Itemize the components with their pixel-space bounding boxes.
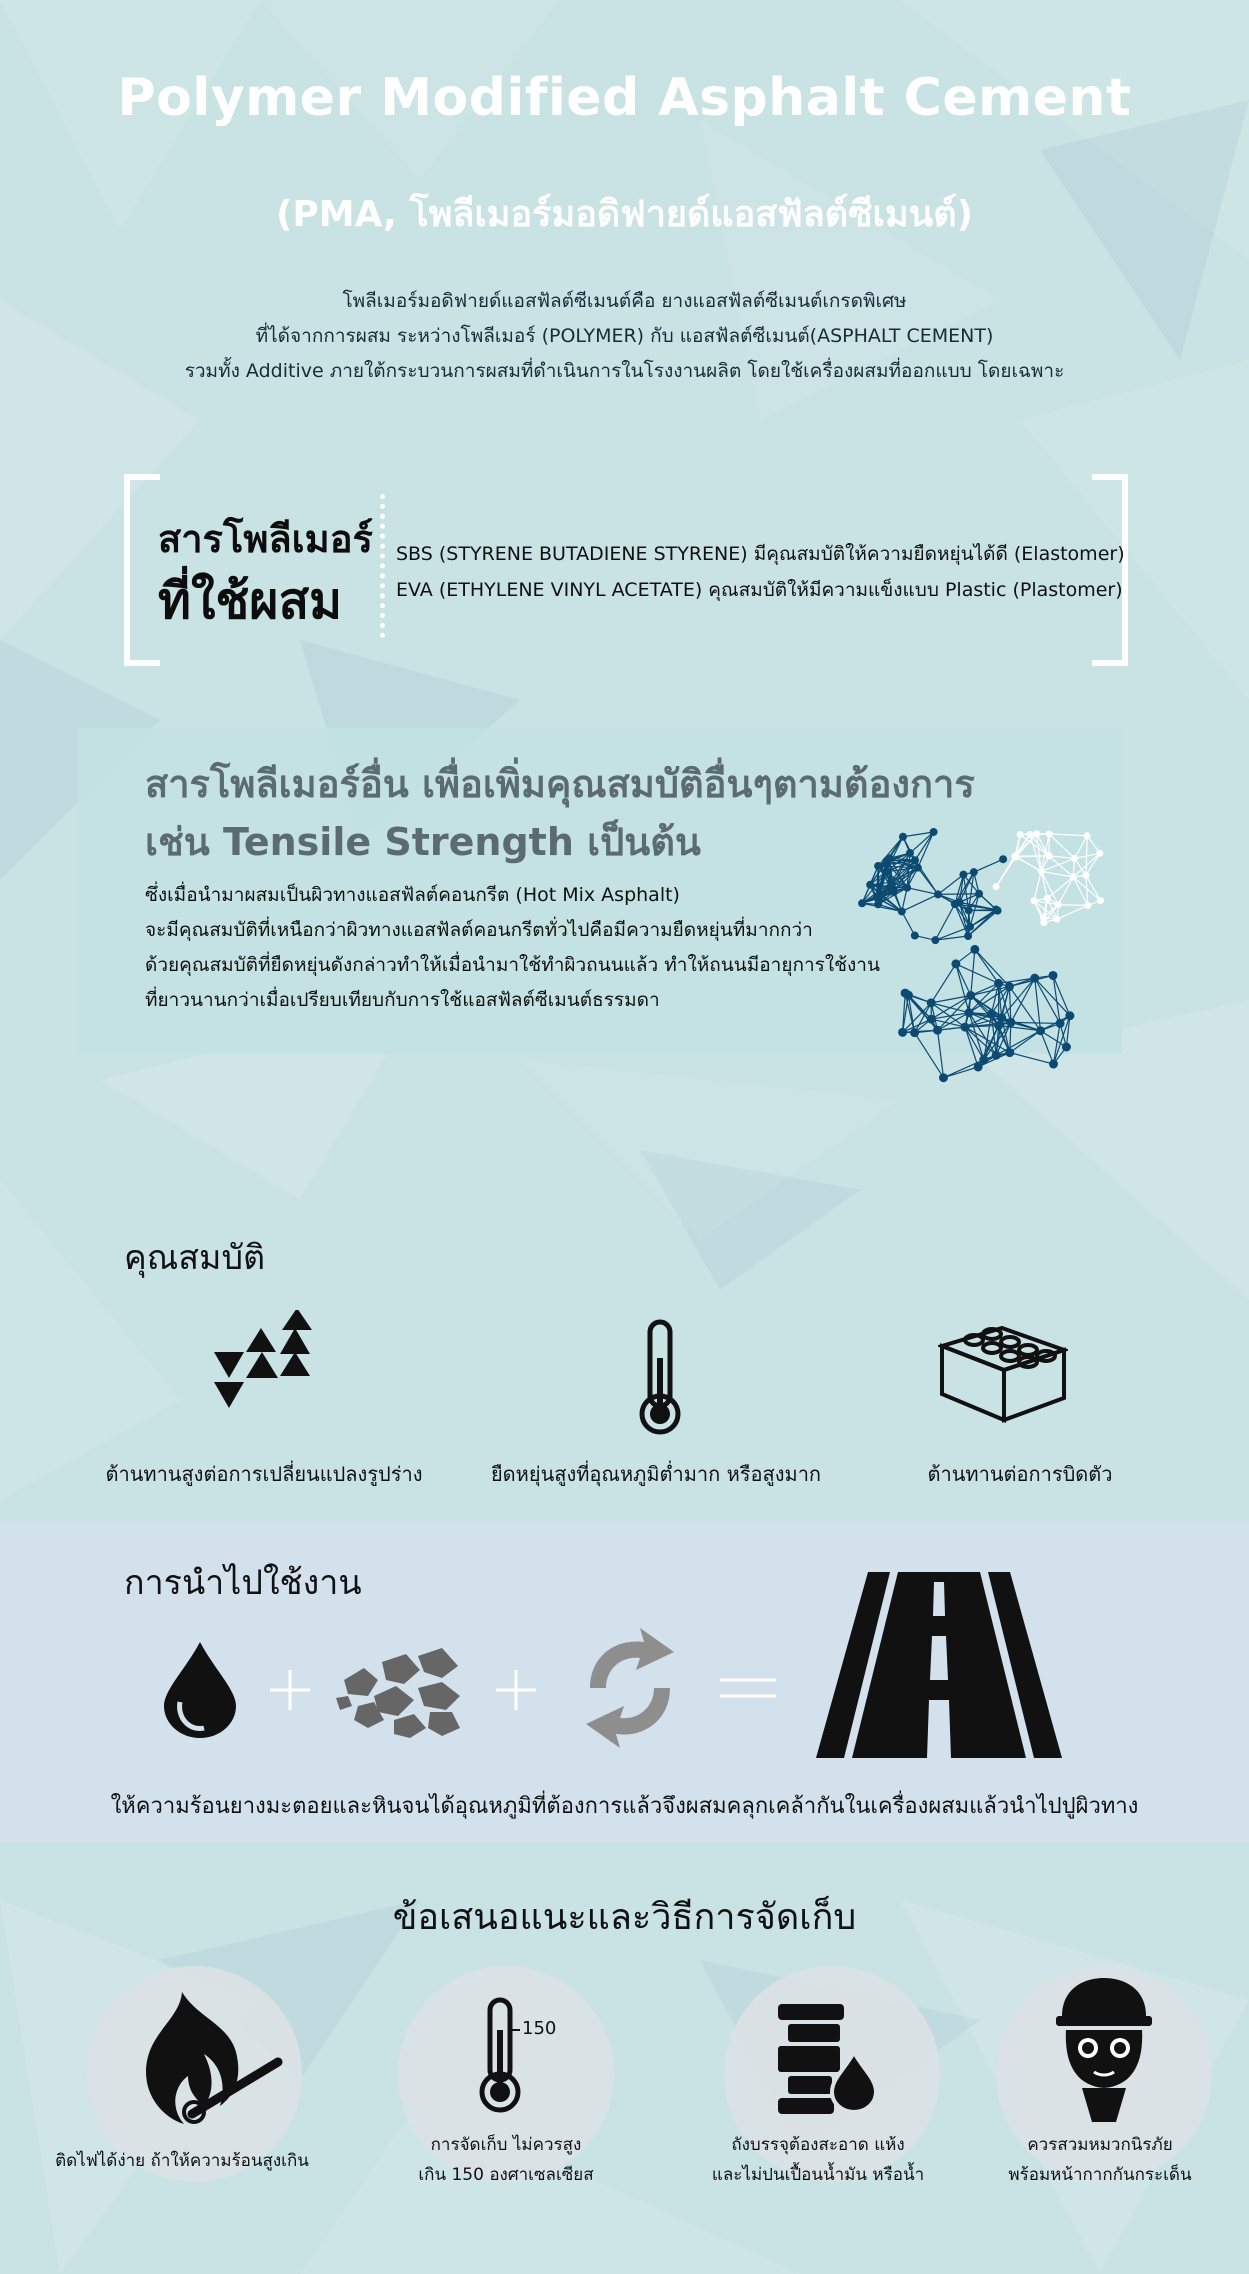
barrel-drop-icon	[774, 2000, 884, 2120]
network-node	[886, 854, 894, 862]
network-node	[903, 884, 911, 892]
intro-line: ที่ได้จากการผสม ระหว่างโพลีเมอร์ (POLYMER) กับ แอสฟัลต์ซีเมนต์(ASPHALT CEMENT)	[255, 325, 994, 347]
lego-brick-icon	[938, 1316, 1068, 1436]
network-node	[1070, 874, 1077, 881]
network-node	[987, 1010, 996, 1019]
network-node	[1046, 830, 1053, 837]
network-node	[906, 849, 914, 857]
network-node	[927, 1015, 936, 1024]
network-node	[993, 883, 1000, 890]
triangles-icon	[212, 1310, 332, 1430]
network-node	[966, 991, 975, 1000]
molecular-network-icon	[840, 812, 1120, 1102]
network-node	[1084, 902, 1091, 909]
network-node	[970, 868, 978, 876]
safety-mask-icon	[1052, 1976, 1156, 2126]
network-node	[898, 907, 906, 915]
network-node	[866, 881, 874, 889]
body-line: จะมีคุณสมบัติที่เหนือกว่าผิวทางแอสฟัลต์คอนกรีตทั่วไปคือมีความยืดหยุ่นที่มากกว่า	[145, 919, 813, 941]
dotted-divider	[380, 494, 385, 638]
label-line: การจัดเก็บ ไม่ควรสูง	[430, 2135, 582, 2155]
network-node	[934, 890, 942, 898]
network-node	[931, 936, 939, 944]
network-node	[1026, 831, 1033, 838]
network-node	[979, 1055, 988, 1064]
network-node	[1046, 852, 1053, 859]
intro-line: รวมทั้ง Additive ภายใต้กระบวนการผสมที่ดำเนินการในโรงงานผลิต โดยใช้เครื่องผสมที่ออกแบบ โดยเฉพาะ	[184, 360, 1065, 382]
label-line: เกิน 150 องศาเซลเซียส	[418, 2165, 594, 2185]
network-node	[1017, 831, 1024, 838]
network-node	[975, 890, 983, 898]
left-bracket	[124, 474, 160, 666]
network-node	[1084, 832, 1091, 839]
storage-heading: ข้อเสนอแนะและวิธีการจัดเก็บ	[392, 1897, 857, 1938]
polymers-list	[396, 536, 1125, 608]
network-node	[858, 899, 866, 907]
page-subtitle: (PMA, โพลีเมอร์มอดิฟายด์แอสฟัลต์ซีเมนต์)	[275, 194, 974, 235]
network-node	[964, 932, 972, 940]
network-node	[1044, 895, 1051, 902]
network-node	[1065, 1011, 1074, 1020]
usage-caption: ให้ความร้อนยางมะตอยและหินจนได้อุณหภูมิที่ต้องการแล้วจึงผสมคลุกเคล้ากันในเครื่องผสมแล้วนำไปปูผิวทาง	[110, 1794, 1139, 1819]
network-node	[994, 907, 1002, 915]
network-node	[899, 833, 907, 841]
network-node	[1030, 897, 1037, 904]
network-node	[914, 864, 922, 872]
network-node	[933, 1026, 942, 1035]
network-node	[965, 1008, 974, 1017]
network-node	[1096, 850, 1103, 857]
network-node	[1040, 919, 1047, 926]
intro-line: โพลีเมอร์มอดิฟายด์แอสฟัลต์ซีเมนต์คือ ยางแอสฟัลต์ซีเมนต์เกรดพิเศษ	[342, 290, 907, 312]
storage-label	[950, 2130, 1249, 2190]
network-node	[898, 1028, 907, 1037]
network-node	[1030, 974, 1039, 983]
property-label: ยืดหยุ่นสูงที่อุณหภูมิต่ำมาก หรือสูงมาก	[490, 1462, 822, 1486]
network-node	[1036, 1026, 1045, 1035]
network-node	[911, 932, 919, 940]
thermometer-value: 150	[522, 2018, 557, 2039]
network-node	[1005, 1048, 1014, 1057]
fire-match-icon	[140, 1990, 286, 2130]
network-node	[965, 906, 973, 914]
network-node	[1049, 1060, 1058, 1069]
network-node	[1053, 916, 1060, 923]
property-label: ต้านทานต่อการบิดตัว	[927, 1462, 1113, 1486]
network-node	[1097, 897, 1104, 904]
network-node	[994, 1021, 1003, 1030]
network-node	[994, 979, 1003, 988]
drop-icon	[160, 1640, 240, 1740]
network-node	[1006, 1018, 1015, 1027]
properties-heading: คุณสมบัติ	[124, 1238, 266, 1278]
storage-label	[668, 2130, 968, 2190]
page-title: Polymer Modified Asphalt Cement	[117, 68, 1132, 128]
network-node	[1049, 971, 1058, 980]
plus-icon	[268, 1668, 312, 1712]
polymers-heading-line2: ที่ใช้ผสม	[158, 572, 343, 630]
network-node	[901, 989, 910, 998]
network-node	[999, 855, 1007, 863]
heading-line: สารโพลีเมอร์อื่น เพื่อเพิ่มคุณสมบัติอื่นๆตามต้องการ	[145, 762, 975, 806]
intro-paragraph	[0, 284, 1249, 389]
list-item: SBS (STYRENE BUTADIENE STYRENE) มีคุณสมบัติให้ความยืดหยุ่นได้ดี (Elastomer)	[396, 543, 1125, 565]
network-node	[951, 900, 959, 908]
network-node	[1082, 872, 1089, 879]
network-node	[951, 959, 960, 968]
network-node	[959, 871, 967, 879]
label-line: และไม่ปนเปื้อนน้ำมัน หรือน้ำ	[711, 2165, 925, 2185]
label-line: พร้อมหน้ากากกันกระเด็น	[1008, 2165, 1192, 2185]
recycle-icon	[580, 1626, 680, 1750]
other-polymers-body	[145, 878, 880, 1018]
label-line: ติดไฟได้ง่าย ถ้าให้ความร้อนสูงเกิน	[55, 2151, 309, 2171]
plus-icon	[494, 1668, 538, 1712]
network-node	[927, 998, 936, 1007]
network-node	[875, 891, 883, 899]
thermometer-icon	[630, 1318, 690, 1438]
network-node	[1062, 1042, 1071, 1051]
body-line: ด้วยคุณสมบัติที่ยืดหยุ่นดังกล่าวทำให้เมื่อนำมาใช้ทำผิวถนนแล้ว ทำให้ถนนมีอายุการใช้งาน	[145, 954, 880, 976]
network-node	[1011, 853, 1018, 860]
network-node	[961, 1023, 970, 1032]
road-icon	[816, 1570, 1062, 1760]
label-line: ควรสวมหมวกนิรภัย	[1027, 2135, 1173, 2155]
list-item: EVA (ETHYLENE VINYL ACETATE) คุณสมบัติให้มีความแข็งแบบ Plastic (Plastomer)	[396, 579, 1123, 601]
network-node	[1038, 868, 1045, 875]
network-node	[1033, 830, 1040, 837]
network-node	[974, 1062, 983, 1071]
network-node	[910, 1028, 919, 1037]
network-node	[911, 856, 919, 864]
thermometer-icon	[476, 1996, 566, 2116]
network-node	[966, 923, 974, 931]
network-node	[1056, 1019, 1065, 1028]
network-node	[970, 945, 979, 954]
network-node	[882, 868, 890, 876]
storage-label	[32, 2146, 332, 2176]
network-node	[997, 1013, 1006, 1022]
equals-icon	[718, 1670, 778, 1706]
network-node	[874, 862, 882, 870]
storage-label	[356, 2130, 656, 2190]
network-node	[1071, 855, 1078, 862]
network-node	[992, 1051, 1001, 1060]
network-node	[1005, 982, 1014, 991]
property-label: ต้านทานสูงต่อการเปลี่ยนแปลงรูปร่าง	[105, 1462, 423, 1486]
network-node	[1055, 901, 1062, 908]
body-line: ซึ่งเมื่อนำมาผสมเป็นผิวทางแอสฟัลต์คอนกรีต (Hot Mix Asphalt)	[145, 884, 680, 906]
polymers-heading-line1: สารโพลีเมอร์	[158, 517, 373, 561]
network-node	[888, 884, 896, 892]
body-line: ที่ยาวนานกว่าเมื่อเปรียบเทียบกับการใช้แอสฟัลต์ซีเมนต์ธรรมดา	[145, 989, 660, 1011]
network-node	[939, 1073, 948, 1082]
network-node	[930, 828, 938, 836]
usage-heading: การนำไปใช้งาน	[124, 1563, 362, 1603]
label-line: ถังบรรจุต้องสะอาด แห้ง	[731, 2135, 905, 2155]
heading-line: เช่น Tensile Strength เป็นต้น	[145, 820, 701, 864]
stones-icon	[334, 1640, 470, 1740]
